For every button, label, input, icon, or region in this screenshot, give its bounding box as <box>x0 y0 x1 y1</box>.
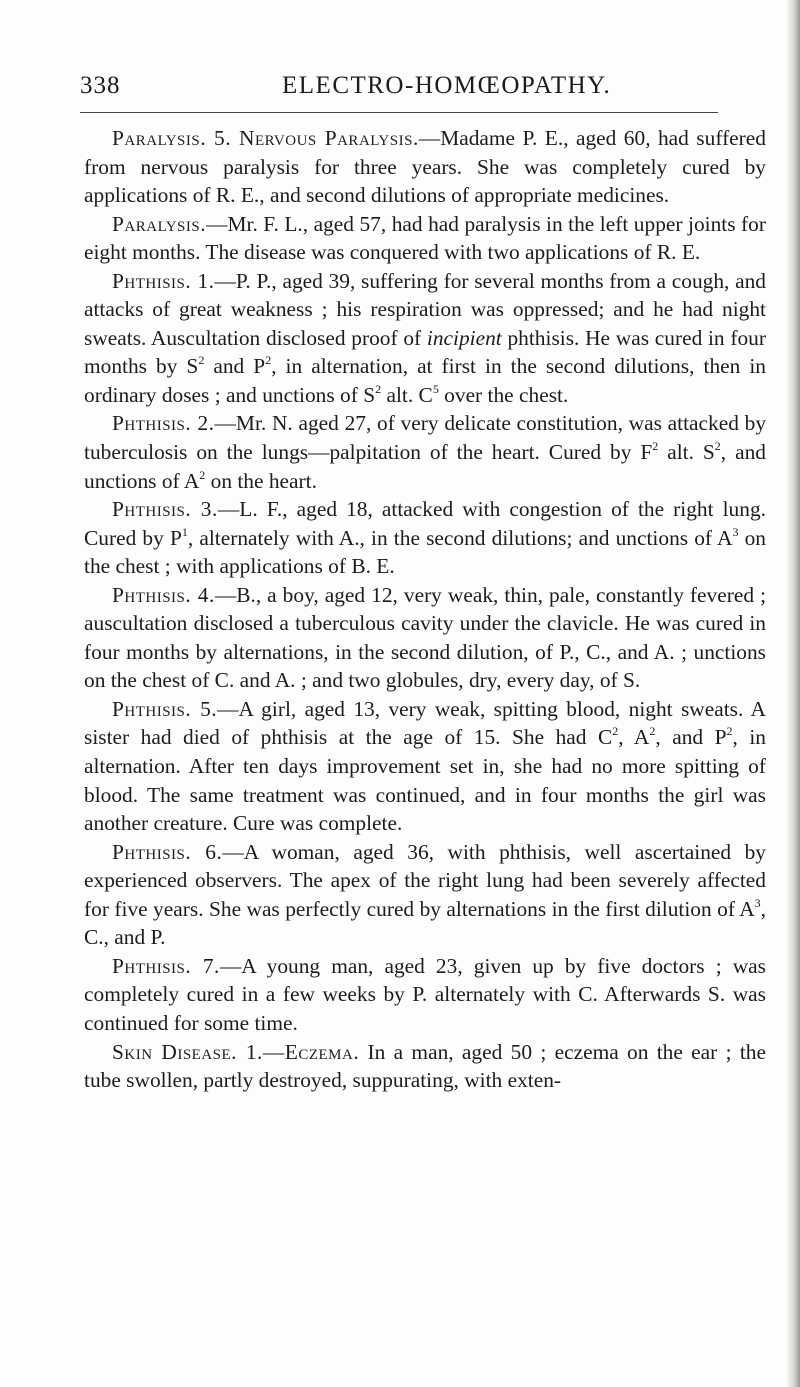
case-heading: Phthisis. 2. <box>112 411 215 436</box>
body-text <box>84 124 766 1095</box>
superscript: 2 <box>198 353 205 368</box>
case-text: —P. P., aged 39, suffering for several months from a cough, and attacks of great weakness ; his respiration was oppressed; and he had night sweats. Auscultation disclosed proof of <box>84 268 766 350</box>
superscript: 2 <box>375 381 382 396</box>
case-text: —A young man, aged 23, given up by five doctors ; was completely cured in a few weeks by P. alternately with C. Afterwards S. was continued for some time. <box>84 953 767 1035</box>
page-number: 338 <box>80 72 121 99</box>
case-heading: Paralysis. <box>112 211 207 236</box>
case-text: —L. F., aged 18, attacked with congestion of the right lung. Cured by P <box>84 497 766 550</box>
case-heading: Phthisis. 1. <box>112 268 215 293</box>
case-text: , alternately with A., in the second dilutions; and unctions of A <box>187 525 733 550</box>
case-paragraph <box>84 695 766 838</box>
case-paragraph <box>84 495 766 581</box>
case-text: and P <box>204 354 266 379</box>
superscript: 2 <box>726 724 733 739</box>
case-paragraph <box>84 838 766 952</box>
case-text: alt. C <box>381 382 433 407</box>
case-text: , and unctions of A <box>84 440 766 493</box>
case-paragraph <box>84 1038 766 1095</box>
superscript: 2 <box>652 439 659 454</box>
case-text: —A woman, aged 36, with phthisis, well ascertained by experienced observers. The apex of the right lung had been severely affected for five years. She was perfectly cured by alternations in the first dilution of A <box>84 839 767 921</box>
case-heading: Phthisis. 5. <box>112 696 218 721</box>
page-edge-shadow <box>786 0 800 1387</box>
case-heading: Phthisis. 6. <box>112 839 223 864</box>
case-text: In a man, aged 50 ; eczema on the ear ; the tube swollen, partly destroyed, suppurating, with exten- <box>84 1039 766 1093</box>
running-head: ELECTRO-HOMŒOPATHY. <box>282 72 612 99</box>
case-heading: Phthisis. 4. <box>112 582 215 607</box>
case-paragraph <box>84 581 766 695</box>
case-heading: Paralysis. 5. Nervous Paralysis. <box>112 126 419 150</box>
case-text: —Mr. F. L., aged 57, had had paralysis in the left upper joints for eight months. The disease was conquered with two applications of R. E. <box>84 211 766 265</box>
case-text: —A girl, aged 13, very weak, spitting blood, night sweats. A sister had died of phthisis at the age of 15. She had C <box>84 696 766 750</box>
superscript: 2 <box>649 724 656 739</box>
case-text: , in alternation. After ten days improvement set in, she had no more spitting of blood. The same treatment was continued, and in four months the girl was another creature. Cure was complete. <box>84 725 766 836</box>
superscript: 2 <box>714 439 721 454</box>
header-rule <box>80 112 718 113</box>
case-text: phthisis. He was cured in four months by S <box>84 325 766 379</box>
case-text: , in alternation, at first in the second dilutions, then in ordinary doses ; and unctions of S <box>84 354 767 407</box>
case-text: alt. S <box>658 440 715 465</box>
superscript: 2 <box>612 724 619 739</box>
superscript: 1 <box>181 524 188 539</box>
case-heading: Skin Disease. 1.—Eczema. <box>112 1039 360 1064</box>
superscript: 2 <box>265 353 272 368</box>
case-paragraph <box>84 267 766 410</box>
case-text: —B., a boy, aged 12, very weak, thin, pale, constantly fevered ; auscultation disclosed a tuberculous cavity under the clavicle. He was cured in four months by alternations, in the second dilution, of P., C., and A. ; unctions on the chest of C. and A. ; and two globules, dry, every day, of S. <box>84 582 767 693</box>
case-text: —Madame P. E., aged 60, had suffered from nervous paralysis for three years. She was completely cured by applications of R. E., and second dilutions of appropriate medicines. <box>84 126 766 208</box>
case-text: , C., and P. <box>84 896 766 950</box>
superscript: 3 <box>732 524 739 539</box>
case-paragraph <box>84 210 766 267</box>
case-text: on the heart. <box>205 468 317 493</box>
italic-text: incipient <box>426 325 502 350</box>
case-text: —Mr. N. aged 27, of very delicate constitution, was attacked by tuberculosis on the lungs—palpitation of the heart. Cured by F <box>84 411 767 465</box>
case-text: on the chest ; with applications of B. E. <box>84 525 767 579</box>
case-text: , A <box>618 725 650 750</box>
case-paragraph <box>84 409 766 495</box>
case-text: , and P <box>655 725 727 750</box>
page-header <box>80 72 720 112</box>
case-text: over the chest. <box>438 382 569 407</box>
superscript: 2 <box>199 467 206 482</box>
case-paragraph <box>84 952 766 1038</box>
case-heading: Phthisis. 7. <box>112 953 220 978</box>
case-heading: Phthisis. 3. <box>112 497 218 522</box>
case-paragraph <box>84 124 766 210</box>
superscript: 3 <box>754 895 761 910</box>
superscript: 5 <box>432 381 439 396</box>
